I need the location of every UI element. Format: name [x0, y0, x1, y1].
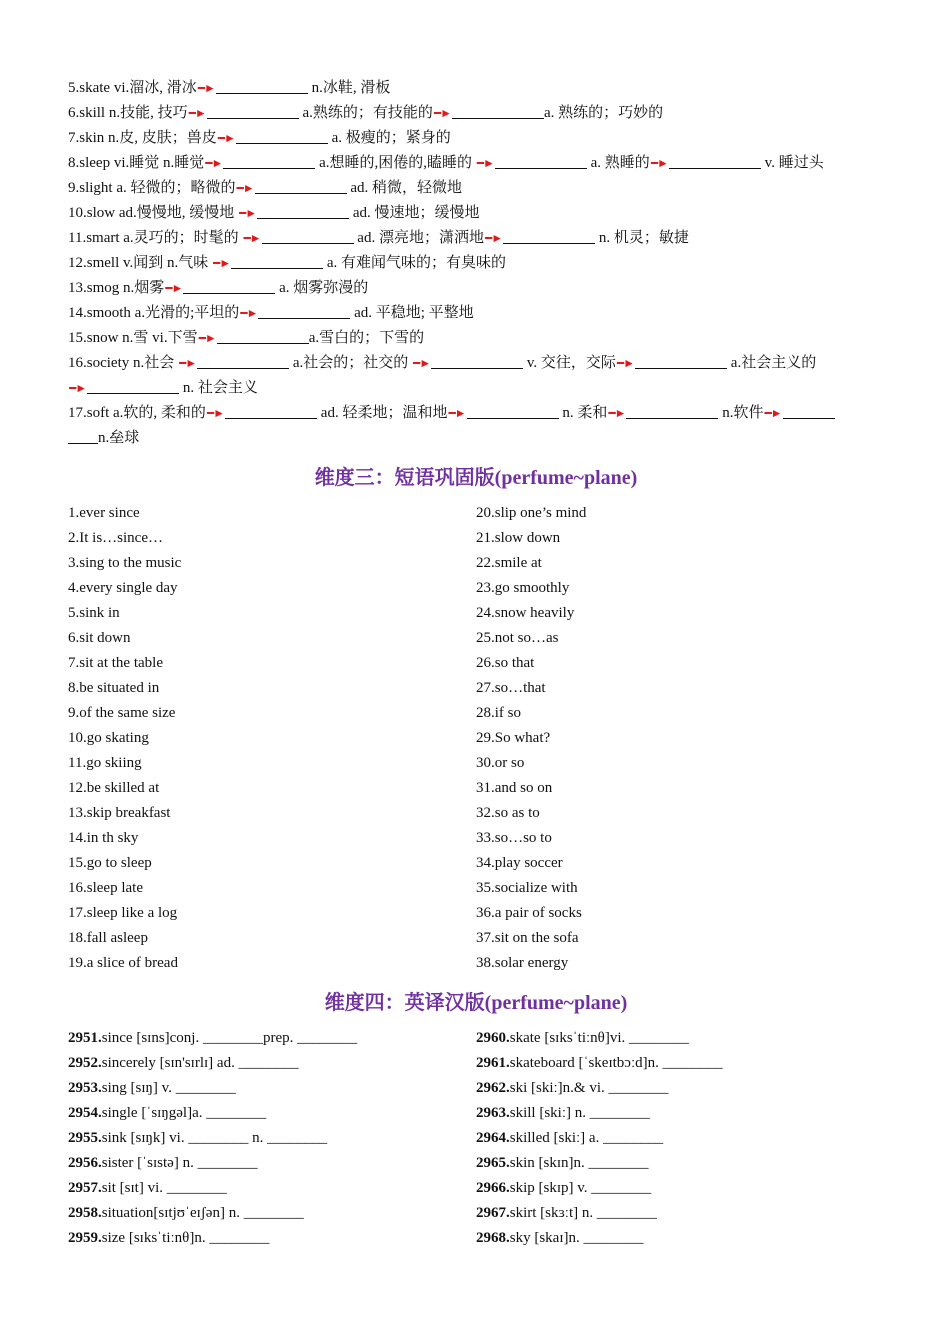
list-item: 15.go to sleep: [68, 855, 152, 871]
item-number: 2957.: [68, 1180, 102, 1196]
list-item: 33.so…so to: [476, 830, 552, 846]
answer-blank[interactable]: [183, 277, 275, 294]
item-number: 2967.: [476, 1205, 510, 1221]
section-title: 维度三：短语巩固版(perfume~plane): [314, 467, 638, 489]
derivation-term: 5.skate vi.溜冰, 滑冰: [68, 80, 197, 96]
item-number: 2956.: [68, 1155, 102, 1171]
item-number: 2964.: [476, 1130, 510, 1146]
list-item: 10.go skating: [68, 730, 149, 746]
vocab-item: [68, 1076, 476, 1101]
derivation-term: ad. 漂亮地；潇洒地: [357, 230, 484, 246]
red-right-arrow-icon: ━►: [476, 156, 494, 170]
derivation-line: [68, 376, 884, 401]
item-text: skill [skiː] n. ________: [509, 1105, 650, 1121]
list-item: 9.of the same size: [68, 705, 176, 721]
item-text: since [sɪns]conj. ________prep. ________: [101, 1030, 358, 1046]
section-title: 维度四：英译汉版(perfume~plane): [324, 992, 628, 1014]
red-right-arrow-icon: ━►: [764, 406, 782, 420]
answer-blank[interactable]: [431, 352, 523, 369]
derivation-term: a. 烟雾弥漫的: [279, 280, 369, 296]
derivation-term: 6.skill n.技能, 技巧: [68, 105, 188, 121]
red-right-arrow-icon: ━►: [206, 406, 225, 420]
item-text: skip [skɪp] v. ________: [509, 1180, 652, 1196]
answer-blank[interactable]: [257, 202, 349, 219]
list-item: 27.so…that: [476, 680, 546, 696]
answer-blank[interactable]: [225, 402, 317, 419]
derivation-line: [68, 126, 884, 151]
derivation-line: [68, 101, 884, 126]
vocab-item: [68, 1226, 476, 1251]
answer-blank[interactable]: [217, 327, 309, 344]
vocab-column-left: [68, 1026, 476, 1251]
list-item: 20.slip one’s mind: [476, 505, 587, 521]
list-item: 12.be skilled at: [68, 780, 160, 796]
derivation-line: [68, 176, 884, 201]
derivation-term: ad. 平稳地; 平整地: [354, 305, 474, 321]
derivation-line: [68, 151, 884, 176]
red-right-arrow-icon: ━►: [484, 231, 503, 245]
vocab-item: [476, 1051, 884, 1076]
list-item: 13.skip breakfast: [68, 805, 171, 821]
list-item: 16.sleep late: [68, 880, 143, 896]
derivation-list: [68, 76, 884, 451]
list-item: 17.sleep like a log: [68, 905, 178, 921]
derivation-term: 14.smooth a.光滑的;平坦的: [68, 305, 240, 321]
list-item: 23.go smoothly: [476, 580, 570, 596]
derivation-term: a. 有难闻气味的；有臭味的: [326, 255, 507, 271]
list-item: 14.in th sky: [68, 830, 139, 846]
vocab-item: [68, 1101, 476, 1126]
item-number: 2955.: [68, 1130, 102, 1146]
derivation-term: n.软件: [722, 405, 764, 421]
red-right-arrow-icon: ━►: [240, 306, 258, 320]
list-item: 21.slow down: [476, 530, 561, 546]
answer-blank[interactable]: [236, 127, 328, 144]
item-number: 2965.: [476, 1155, 510, 1171]
red-right-arrow-icon: ━►: [608, 406, 626, 420]
vocab-item: [476, 1151, 884, 1176]
item-number: 2960.: [476, 1030, 510, 1046]
vocab-item: [476, 1176, 884, 1201]
red-right-arrow-icon: ━►: [616, 356, 635, 370]
vocab-column-right: [476, 1026, 884, 1251]
derivation-term: 12.smell v.闻到 n.气味: [68, 255, 213, 271]
phrase-column-right: [476, 501, 884, 976]
answer-blank[interactable]: [258, 302, 350, 319]
vocab-item: [476, 1101, 884, 1126]
derivation-line: [68, 201, 884, 226]
derivation-term: 8.sleep vi.睡觉 n.睡觉: [68, 155, 205, 171]
answer-blank[interactable]: [87, 377, 179, 394]
answer-blank[interactable]: [231, 252, 323, 269]
answer-blank[interactable]: [255, 177, 347, 194]
derivation-term: n.冰鞋, 滑板: [311, 80, 391, 96]
vocab-item: [68, 1126, 476, 1151]
item-text: skin [skɪn]n. ________: [509, 1155, 649, 1171]
derivation-line: [68, 401, 884, 426]
derivation-term: n. 社会主义: [182, 380, 258, 396]
answer-blank[interactable]: [467, 402, 559, 419]
answer-blank[interactable]: [197, 352, 289, 369]
phrase-column-left: [68, 501, 476, 976]
derivation-term: a.社会的；社交的: [292, 355, 413, 371]
red-right-arrow-icon: ━►: [198, 331, 216, 345]
red-right-arrow-icon: ━►: [433, 106, 451, 120]
list-item: 8.be situated in: [68, 680, 160, 696]
vocab-item: [68, 1176, 476, 1201]
red-right-arrow-icon: ━►: [236, 181, 254, 195]
list-item: 36.a pair of socks: [476, 905, 582, 921]
derivation-term: 7.skin n.皮, 皮肤；兽皮: [68, 130, 217, 146]
answer-blank[interactable]: [207, 102, 299, 119]
item-text: ski [skiː]n.& vi. ________: [509, 1080, 669, 1096]
item-text: skilled [skiː] a. ________: [509, 1130, 664, 1146]
derivation-term: n. 机灵；敏捷: [598, 230, 689, 246]
item-number: 2959.: [68, 1230, 102, 1246]
item-number: 2954.: [68, 1105, 102, 1121]
derivation-term: 13.smog n.烟雾: [68, 280, 165, 296]
list-item: 35.socialize with: [476, 880, 578, 896]
item-number: 2962.: [476, 1080, 510, 1096]
list-item: 29.So what?: [476, 730, 551, 746]
worksheet-page: [68, 76, 884, 1251]
item-number: 2968.: [476, 1230, 510, 1246]
list-item: 1.ever since: [68, 505, 140, 521]
answer-blank[interactable]: [495, 152, 587, 169]
answer-blank[interactable]: [783, 402, 835, 419]
derivation-line: [68, 326, 884, 351]
derivation-term: a.社会主义的: [730, 355, 817, 371]
phrase-grid: [68, 501, 884, 976]
list-item: 7.sit at the table: [68, 655, 163, 671]
red-right-arrow-icon: ━►: [165, 281, 183, 295]
vocab-item: [476, 1226, 884, 1251]
item-number: 2958.: [68, 1205, 102, 1221]
answer-blank[interactable]: [262, 227, 354, 244]
red-right-arrow-icon: ━►: [243, 231, 261, 245]
red-right-arrow-icon: ━►: [650, 156, 668, 170]
item-text: situation[sɪtjʊˈeɪʃən] n. ________: [101, 1205, 304, 1221]
derivation-term: 16.society n.社会: [68, 355, 178, 371]
red-right-arrow-icon: ━►: [179, 356, 197, 370]
derivation-line: [68, 251, 884, 276]
derivation-line: [68, 226, 884, 251]
red-right-arrow-icon: ━►: [188, 106, 206, 120]
list-item: 4.every single day: [68, 580, 178, 596]
derivation-term: a. 熟睡的: [590, 155, 650, 171]
answer-blank[interactable]: [216, 77, 308, 94]
item-number: 2963.: [476, 1105, 510, 1121]
vocab-item: [68, 1026, 476, 1051]
item-number: 2953.: [68, 1080, 102, 1096]
list-item: 24.snow heavily: [476, 605, 575, 621]
derivation-term: 10.slow ad.慢慢地, 缓慢地: [68, 205, 238, 221]
item-text: single [ˈsɪŋgəl]a. ________: [101, 1105, 267, 1121]
red-right-arrow-icon: ━►: [69, 381, 87, 395]
derivation-term: 9.slight a. 轻微的；略微的: [68, 180, 236, 196]
derivation-term: v. 睡过头: [764, 155, 824, 171]
vocab-item: [476, 1126, 884, 1151]
list-item: 31.and so on: [476, 780, 553, 796]
item-text: sky [skaɪ]n. ________: [509, 1230, 644, 1246]
answer-blank[interactable]: [452, 102, 544, 119]
red-right-arrow-icon: ━►: [413, 356, 431, 370]
derivation-line: [68, 276, 884, 301]
list-item: 6.sit down: [68, 630, 131, 646]
item-text: skate [sɪksˈtiːnθ]vi. ________: [509, 1030, 690, 1046]
derivation-term: 17.soft a.软的, 柔和的: [68, 405, 206, 421]
answer-blank[interactable]: [669, 152, 761, 169]
derivation-term: 11.smart a.灵巧的；时髦的: [68, 230, 243, 246]
list-item: 25.not so…as: [476, 630, 559, 646]
item-number: 2951.: [68, 1030, 102, 1046]
derivation-term: a. 熟练的；巧妙的: [543, 105, 664, 121]
list-item: 11.go skiing: [68, 755, 142, 771]
list-item: 28.if so: [476, 705, 521, 721]
red-right-arrow-icon: ━►: [197, 81, 215, 95]
list-item: 38.solar energy: [476, 955, 569, 971]
answer-blank[interactable]: [503, 227, 595, 244]
answer-blank[interactable]: [68, 427, 98, 444]
list-item: 2.It is…since…: [68, 530, 163, 546]
derivation-term: n. 柔和: [562, 405, 608, 421]
derivation-term: n.垒球: [98, 430, 140, 446]
list-item: 19.a slice of bread: [68, 955, 178, 971]
vocab-grid: [68, 1026, 884, 1251]
item-text: size [sɪksˈtiːnθ]n. ________: [101, 1230, 270, 1246]
item-number: 2966.: [476, 1180, 510, 1196]
vocab-item: [476, 1026, 884, 1051]
list-item: 22.smile at: [476, 555, 542, 571]
item-text: sink [sɪŋk] vi. ________ n. ________: [101, 1130, 328, 1146]
derivation-line: [68, 351, 884, 376]
vocab-item: [68, 1051, 476, 1076]
list-item: 3.sing to the music: [68, 555, 182, 571]
red-right-arrow-icon: ━►: [239, 206, 257, 220]
list-item: 32.so as to: [476, 805, 540, 821]
answer-blank[interactable]: [635, 352, 727, 369]
item-number: 2952.: [68, 1055, 102, 1071]
answer-blank[interactable]: [626, 402, 718, 419]
derivation-term: a. 极瘦的；紧身的: [331, 130, 451, 146]
derivation-line: [68, 301, 884, 326]
derivation-term: a.熟练的；有技能的: [302, 105, 433, 121]
item-text: sincerely [sɪn'sɪrlɪ] ad. ________: [101, 1055, 299, 1071]
red-right-arrow-icon: ━►: [205, 156, 223, 170]
item-text: sit [sɪt] vi. ________: [101, 1180, 227, 1196]
list-item: 26.so that: [476, 655, 535, 671]
derivation-term: a.想睡的,困倦的,瞌睡的: [319, 155, 476, 171]
red-right-arrow-icon: ━►: [217, 131, 235, 145]
vocab-item: [476, 1076, 884, 1101]
derivation-term: v. 交往，交际: [526, 355, 616, 371]
derivation-term: ad. 慢速地；缓慢地: [352, 205, 480, 221]
derivation-line: [68, 426, 884, 451]
derivation-term: ad. 稍微，轻微地: [350, 180, 463, 196]
derivation-term: ad. 轻柔地；温和地: [320, 405, 448, 421]
vocab-item: [68, 1201, 476, 1226]
derivation-line: [68, 76, 884, 101]
derivation-term: a.雪白的；下雪的: [308, 330, 425, 346]
list-item: 34.play soccer: [476, 855, 563, 871]
list-item: 30.or so: [476, 755, 525, 771]
item-text: skirt [skɜːt] n. ________: [509, 1205, 657, 1221]
list-item: 18.fall asleep: [68, 930, 148, 946]
list-item: 5.sink in: [68, 605, 120, 621]
list-item: 37.sit on the sofa: [476, 930, 579, 946]
derivation-term: 15.snow n.雪 vi.下雪: [68, 330, 198, 346]
red-right-arrow-icon: ━►: [213, 256, 231, 270]
red-right-arrow-icon: ━►: [448, 406, 466, 420]
item-text: sister [ˈsɪstə] n. ________: [101, 1155, 258, 1171]
vocab-item: [68, 1151, 476, 1176]
item-text: skateboard [ˈskeɪtbɔːd]n. ________: [509, 1055, 723, 1071]
item-number: 2961.: [476, 1055, 510, 1071]
vocab-item: [476, 1201, 884, 1226]
item-text: sing [sɪŋ] v. ________: [101, 1080, 236, 1096]
answer-blank[interactable]: [223, 152, 315, 169]
